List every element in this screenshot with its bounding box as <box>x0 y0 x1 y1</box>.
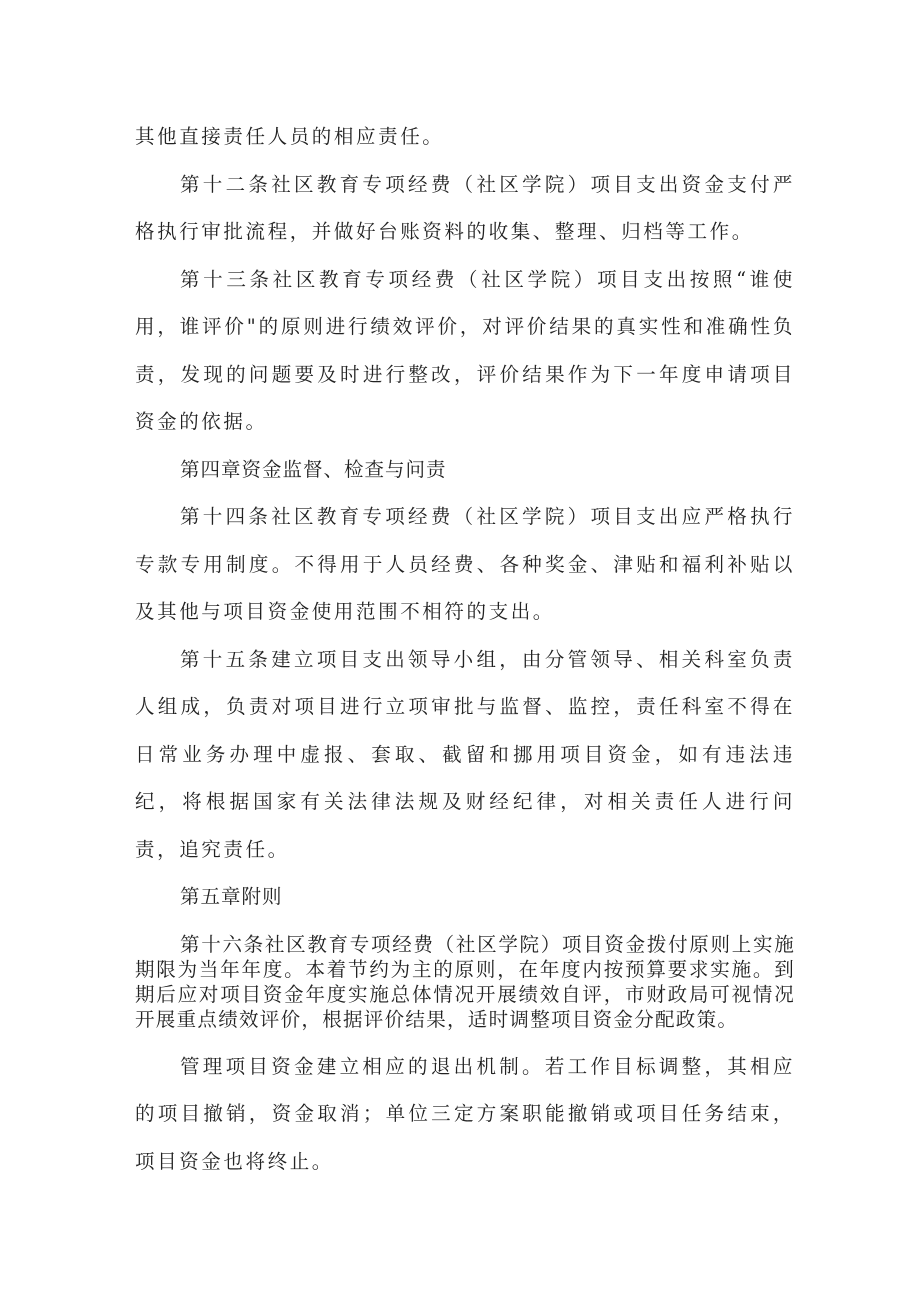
paragraph-continuation: 其他直接责任人员的相应责任。 <box>135 125 445 148</box>
article-14-paragraph: 第十四条社区教育专项经费（社区学院）项目支出应严格执行专款专用制度。不得用于人员经费、各种奖金、津贴和福利补贴以及其他与项目资金使用范围不相符的支出。 <box>135 505 795 623</box>
document-body <box>135 113 795 1185</box>
article-12-paragraph: 第十二条社区教育专项经费（社区学院）项目支出资金支付严格执行审批流程，并做好台账资料的收集、整理、归档等工作。 <box>135 172 795 243</box>
article-15-paragraph: 第十五条建立项目支出领导小组，由分管领导、相关科室负责人组成，负责对项目进行立项审批与监督、监控，责任科室不得在日常业务办理中虚报、套取、截留和挪用项目资金，如有违法违纪，将根据国家有关法律法规及财经纪律，对相关责任人进行问责，追究责任。 <box>135 647 795 861</box>
article-16-paragraph: 第十六条社区教育专项经费（社区学院）项目资金拨付原则上实施期限为当年年度。本着节约为主的原则，在年度内按预算要求实施。到期后应对项目资金年度实施总体情况开展绩效自评，市财政局可视情况开展重点绩效评价，根据评价结果，适时调整项目资金分配政策。 <box>135 932 795 1031</box>
article-13-paragraph: 第十三条社区教育专项经费（社区学院）项目支出按照“谁使用，谁评价"的原则进行绩效评价，对评价结果的真实性和准确性负责，发现的问题要及时进行整改，评价结果作为下一年度申请项目资金的依据。 <box>135 267 795 433</box>
chapter-5-heading: 第五章附则 <box>180 885 283 908</box>
exit-mechanism-paragraph: 管理项目资金建立相应的退出机制。若工作目标调整，其相应的项目撤销，资金取消；单位三定方案职能撤销或项目任务结束，项目资金也将终止。 <box>135 1054 795 1173</box>
chapter-4-heading: 第四章资金监督、检查与问责 <box>180 457 447 481</box>
